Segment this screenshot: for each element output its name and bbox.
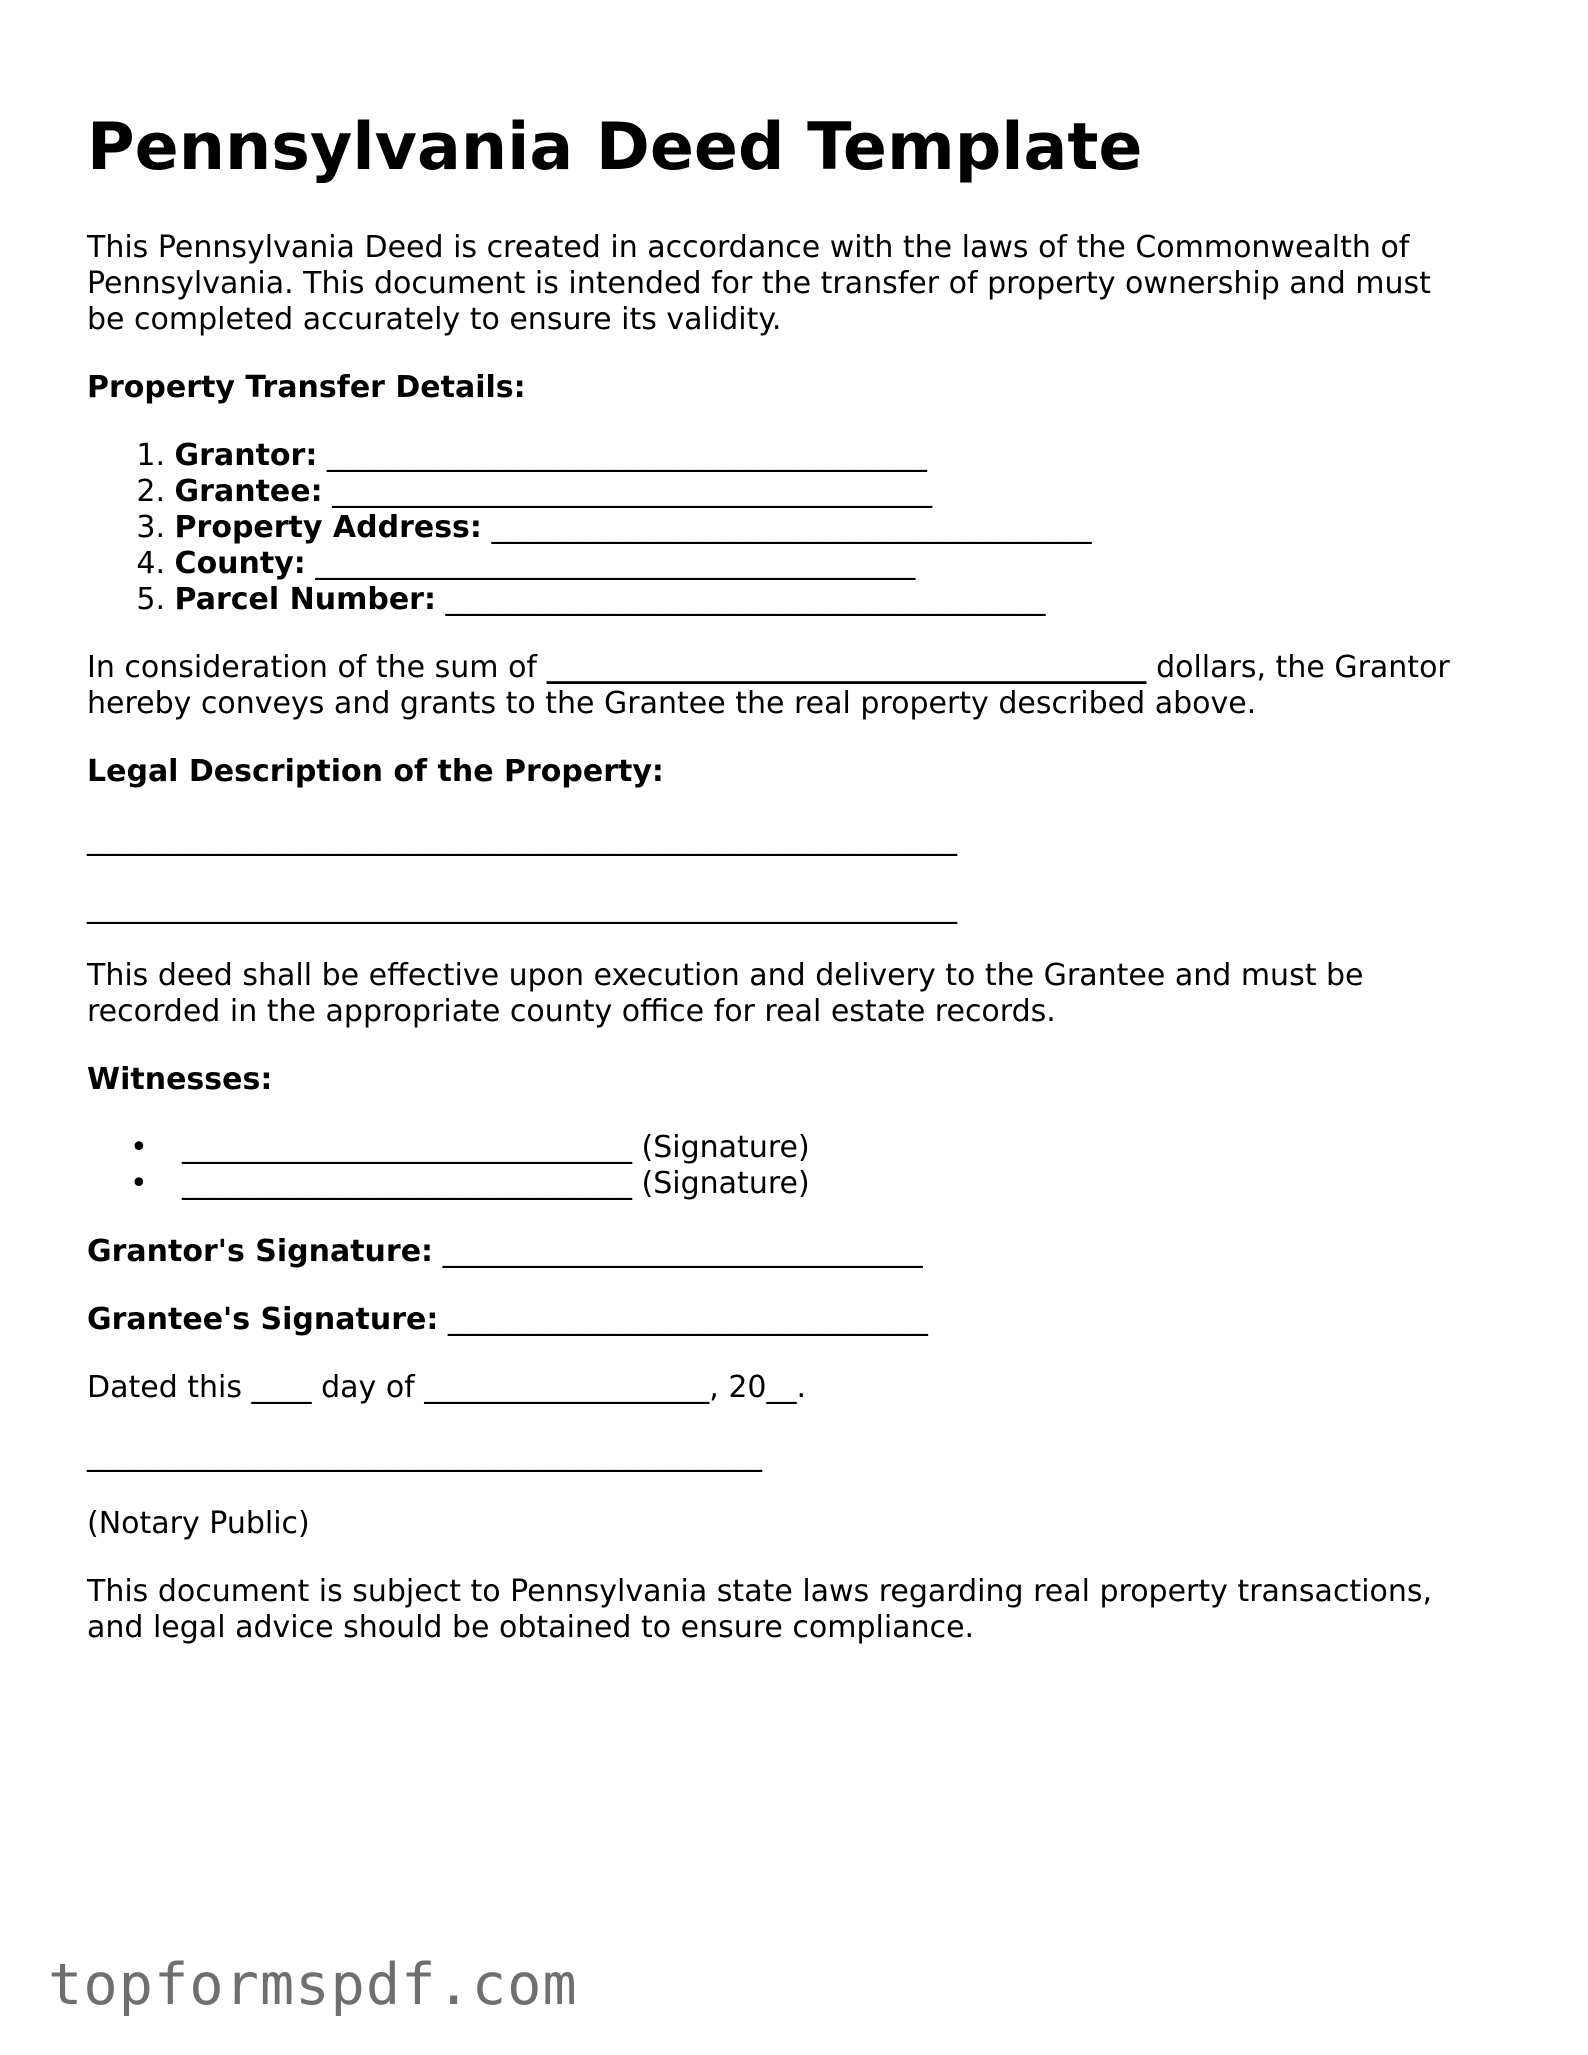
watermark: topformspdf.com	[48, 1952, 578, 2018]
page-title: Pennsylvania Deed Template	[87, 110, 1143, 185]
grantor-label: Grantor:	[174, 438, 318, 473]
county-label: County:	[174, 546, 306, 581]
grantee-signature-line	[87, 1301, 928, 1338]
effective-line-2: recorded in the appropriate county office for real estate records.	[87, 994, 1056, 1029]
grantee-signature-label: Grantee's Signature:	[87, 1302, 439, 1337]
intro-line-1: This Pennsylvania Deed is created in accordance with the laws of the Commonwealth of	[87, 230, 1410, 265]
legal-description-blank-2[interactable]: __________________________________________________________	[87, 890, 957, 925]
county-blank[interactable]: ________________________________________	[315, 546, 916, 581]
grantor-signature-blank[interactable]: ________________________________	[433, 1234, 923, 1269]
legal-description-blank-1[interactable]: __________________________________________________________	[87, 822, 957, 857]
transfer-item-grantee: 2. Grantee: ________________________________________	[136, 474, 933, 509]
grantee-label: Grantee:	[174, 474, 323, 509]
dated-line[interactable]: Dated this ____ day of ___________________, 20__.	[87, 1370, 807, 1405]
legal-description-heading: Legal Description of the Property:	[87, 754, 664, 789]
parcel-number-blank[interactable]: ________________________________________	[445, 582, 1046, 617]
grantor-signature-line	[87, 1233, 923, 1270]
transfer-item-county: 4. County: ________________________________________	[136, 546, 916, 581]
witness-item: • ______________________________ (Signature)	[87, 1165, 810, 1202]
closing-line-2: and legal advice should be obtained to ensure compliance.	[87, 1610, 975, 1645]
closing-line-1: This document is subject to Pennsylvania state laws regarding real property transactions,	[87, 1574, 1433, 1609]
witness-item: • ______________________________ (Signature)	[87, 1129, 810, 1166]
grantor-blank[interactable]: ________________________________________	[326, 438, 927, 473]
transfer-item-grantor: 1. Grantor: ________________________________________	[136, 438, 927, 473]
property-address-blank[interactable]: ________________________________________	[491, 510, 1092, 545]
parcel-number-label: Parcel Number:	[174, 582, 436, 617]
intro-line-2: Pennsylvania. This document is intended for the transfer of property ownership and must	[87, 266, 1431, 301]
property-address-label: Property Address:	[174, 510, 482, 545]
notary-signature-blank[interactable]: _____________________________________________	[87, 1438, 762, 1473]
intro-line-3: be completed accurately to ensure its validity.	[87, 302, 782, 337]
witness-signature-blank[interactable]: ______________________________	[182, 1130, 632, 1165]
bullet-icon: •	[130, 1166, 148, 1201]
transfer-item-parcel: 5. Parcel Number: ________________________________________	[136, 582, 1046, 617]
consideration-line-2: hereby conveys and grants to the Grantee the real property described above.	[87, 686, 1257, 721]
consideration-amount-blank[interactable]: ________________________________________	[546, 650, 1147, 685]
witness-signature-blank[interactable]: ______________________________	[182, 1166, 632, 1201]
notary-label: (Notary Public)	[87, 1506, 310, 1541]
witnesses-heading: Witnesses:	[87, 1062, 273, 1097]
grantor-signature-label: Grantor's Signature:	[87, 1234, 434, 1269]
grantee-signature-blank[interactable]: ________________________________	[438, 1302, 928, 1337]
grantee-blank[interactable]: ________________________________________	[332, 474, 933, 509]
bullet-icon: •	[130, 1130, 148, 1165]
transfer-heading: Property Transfer Details:	[87, 370, 526, 405]
transfer-item-address: 3. Property Address: ________________________________________	[136, 510, 1092, 545]
consideration-line-1: In consideration of the sum of ________________________________________ dollars, the Grantor	[87, 650, 1450, 685]
effective-line-1: This deed shall be effective upon execution and delivery to the Grantee and must be	[87, 958, 1364, 993]
